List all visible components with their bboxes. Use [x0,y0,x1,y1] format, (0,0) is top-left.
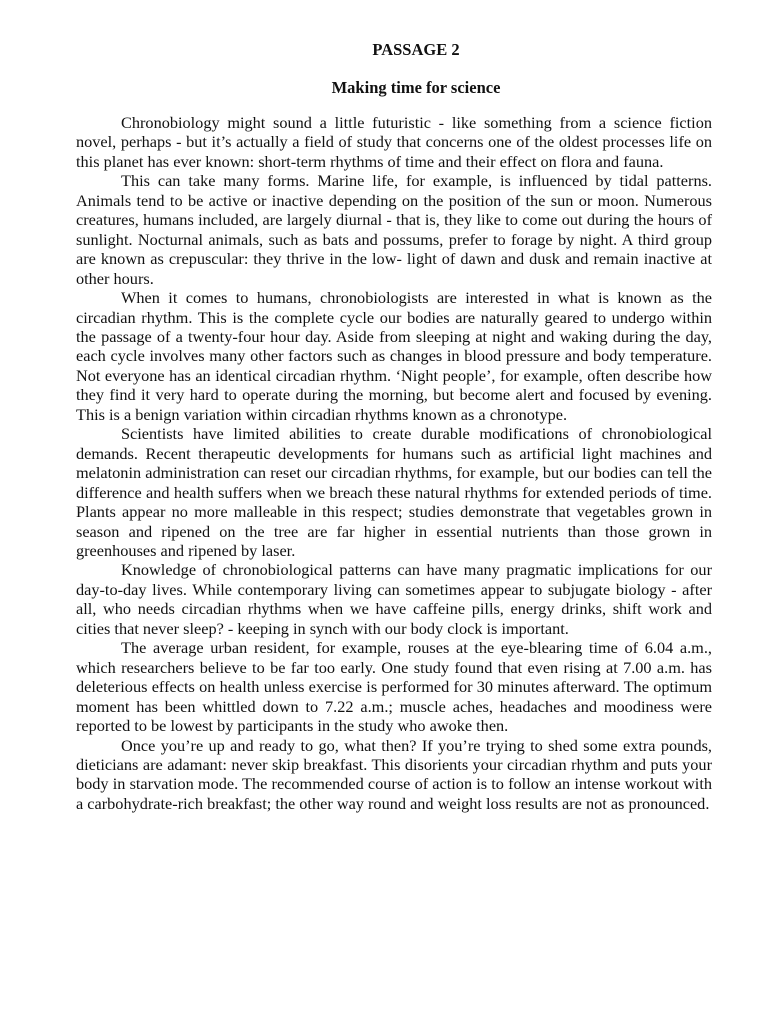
paragraph: The average urban resident, for example, rouses at the eye-blearing time of 6.04 a.m., which researchers believe to be far too early. One study found that even rising at 7.00 a.m. has deleterious effects on health unless exercise is performed for 30 minutes afterward. The optimum moment has been whittled down to 7.22 a.m.; muscle aches, headaches and moodiness were reported to be lowest by participants in the study who awoke then. [76,638,712,736]
paragraph: Knowledge of chronobiological patterns can have many pragmatic implications for our day-to-day lives. While contemporary living can sometimes appear to subjugate biology - after all, who needs circadian rhythms when we have caffeine pills, energy drinks, shift work and cities that never sleep? - keeping in synch with our body clock is important. [76,560,712,638]
passage-title: Making time for science [331,78,501,97]
paragraph: Scientists have limited abilities to create durable modifications of chronobiological demands. Recent therapeutic developments for humans such as artificial light machines and melatonin administration can reset our circadian rhythms, for example, but our bodies can tell the difference and health suffers when we breach these natural rhythms for extended periods of time. Plants appear no more malleable in this respect; studies demonstrate that vegetables grown in season and ripened on the tree are far higher in essential nutrients than those grown in greenhouses and ripened by laser. [76,424,712,560]
document-page [76,40,712,813]
paragraph: Once you’re up and ready to go, what then? If you’re trying to shed some extra pounds, dieticians are adamant: never skip breakfast. This disorients your circadian rhythm and puts your body in starvation mode. The recommended course of action is to follow an intense workout with a carbohydrate-rich breakfast; the other way round and weight loss results are not as pronounced. [76,735,712,813]
passage-label: PASSAGE 2 [372,40,460,59]
paragraph: This can take many forms. Marine life, for example, is influenced by tidal patterns. Animals tend to be active or inactive depending on the position of the sun or moon. Numerous creatures, humans included, are largely diurnal - that is, they like to come out during the hours of sunlight. Nocturnal animals, such as bats and possums, prefer to forage by night. A third group are known as crepuscular: they thrive in the low- light of dawn and dusk and remain inactive at other hours. [76,171,712,288]
paragraph: When it comes to humans, chronobiologists are interested in what is known as the circadian rhythm. This is the complete cycle our bodies are naturally geared to undergo within the passage of a twenty-four hour day. Aside from sleeping at night and waking during the day, each cycle involves many other factors such as changes in blood pressure and body temperature. Not everyone has an identical circadian rhythm. ‘Night people’, for example, often describe how they find it very hard to operate during the morning, but become alert and focused by evening. This is a benign variation within circadian rhythms known as a chronotype. [76,288,712,424]
paragraph: Chronobiology might sound a little futuristic - like something from a science fiction novel, perhaps - but it’s actually a field of study that concerns one of the oldest processes life on this planet has ever known: short-term rhythms of time and their effect on flora and fauna. [76,113,712,171]
